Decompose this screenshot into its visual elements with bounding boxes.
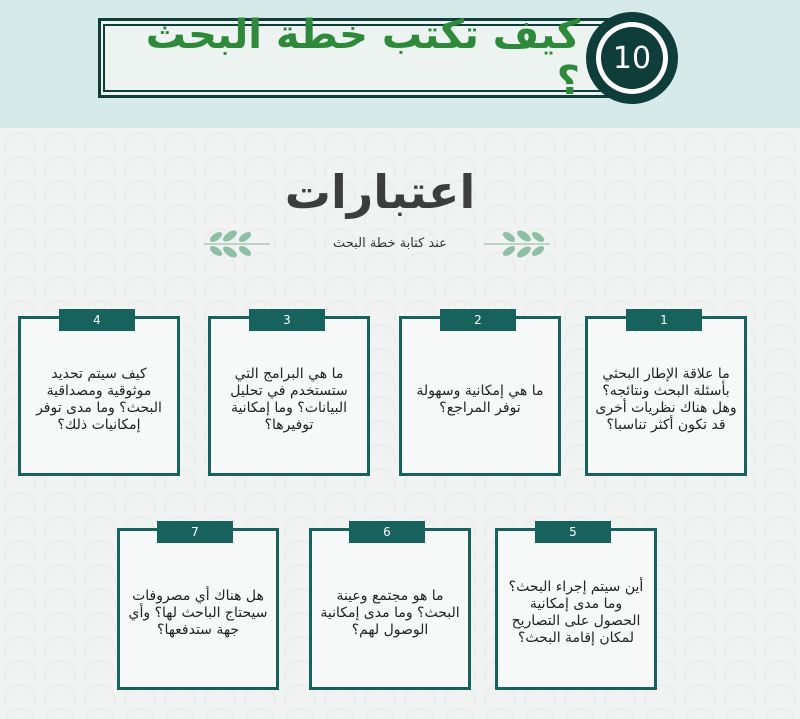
card-text-3: ما هي البرامج التي ستستخدم في تحليل البيانات؟ وما إمكانية توفيرها؟ [230, 366, 348, 433]
card-number-7: 7 [157, 521, 233, 543]
card-text-7: هل هناك أي مصروفات سيحتاج الباحث لها؟ وأي جهة ستدفعها؟ [128, 587, 268, 638]
section-heading: اعتبارات [284, 165, 476, 219]
card-text-5: أين سيتم إجراء البحث؟ وما مدى إمكانية الحصول على التصاريح لمكان إقامة البحث؟ [508, 579, 644, 646]
left-leaf-icon [200, 226, 272, 262]
card-number-2: 2 [440, 309, 516, 331]
card-number-6: 6 [349, 521, 425, 543]
card-text-1: ما علاقة الإطار البحثي بأسئلة البحث ونتائجه؟ وهل هناك نظريات أخرى قد تكون أكثر تناسبا؟ [595, 366, 737, 433]
card-text-6: ما هو مجتمع وعينة البحث؟ وما مدى إمكانية الوصول لهم؟ [320, 587, 460, 638]
card-number-4: 4 [59, 309, 135, 331]
card-text-4: كيف سيتم تحديد موثوقية ومصداقية البحث؟ وما مدى توفر إمكانيات ذلك؟ [36, 366, 162, 433]
card-number-3: 3 [249, 309, 325, 331]
card-text-2: ما هي إمكانية وسهولة توفر المراجع؟ [416, 383, 544, 416]
right-leaf-icon [482, 226, 554, 262]
section-subheading: عند كتابة خطة البحث [333, 236, 447, 251]
page-title: كيف تكتب خطة البحث ؟ [145, 12, 580, 104]
number-badge: 10 [601, 27, 663, 89]
card-number-5: 5 [535, 521, 611, 543]
card-number-1: 1 [626, 309, 702, 331]
